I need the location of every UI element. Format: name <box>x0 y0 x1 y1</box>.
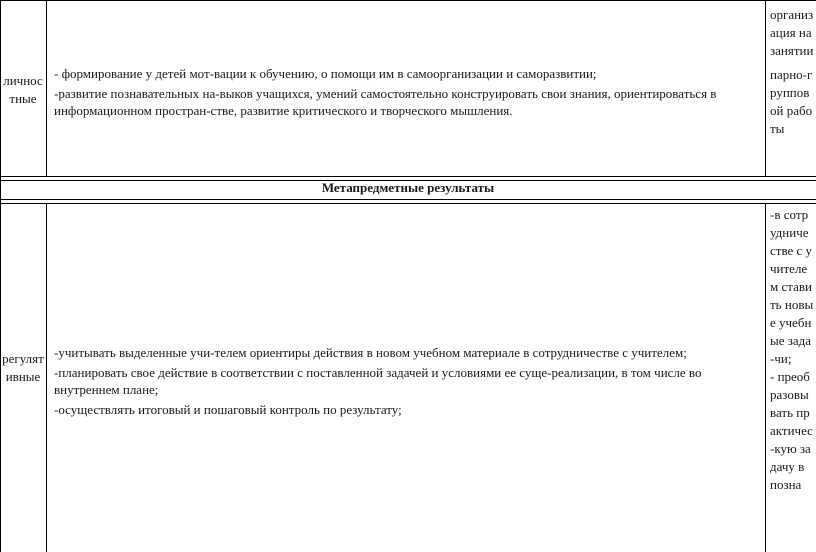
regulatory-result-item: -планировать свое действие в соответствии с поставленной задачей и условиями ее суще-реализации, в том числе во внутреннем плане; <box>54 364 702 397</box>
work-form-item: парно-групповой работы <box>770 67 813 136</box>
personal-results-text <box>54 65 744 122</box>
column-divider <box>765 0 766 176</box>
regulatory-work-forms <box>770 206 814 494</box>
column-divider <box>46 203 47 552</box>
regulatory-result-item: -осуществлять итоговый и пошаговый контроль по результату; <box>54 401 402 417</box>
regulatory-result-item: -учитывать выделенные учи-телем ориентиры действия в новом учебном материале в сотрудничестве с учителем; <box>54 345 687 360</box>
column-divider <box>765 203 766 552</box>
work-form-item: -в сотрудничестве с учителем ставить новые учебные зада-чи; <box>770 207 814 366</box>
row-divider <box>0 203 816 204</box>
category-regulatory: регулятивные <box>2 351 44 384</box>
personal-work-forms <box>770 6 814 138</box>
category-personal: личностные <box>3 73 43 106</box>
row-divider <box>0 199 816 200</box>
personal-result-item: - формирование у детей мот-вации к обучению, о помощи им в самоорганизации и саморазвитии; <box>54 66 597 81</box>
personal-result-item: -развитие познавательных на-выков учащихся, умений самостоятельно конструировать свои знания, ориентироваться в информационном простран-стве, развитие критического и творческого мышления. <box>54 85 717 118</box>
work-form-item: организация на занятии <box>770 7 814 58</box>
column-divider <box>46 0 47 176</box>
section-title-metasubject: Метапредметные результаты <box>321 180 495 195</box>
row-divider <box>0 176 816 177</box>
work-form-item: - преобразовывать практичес-кую задачу в позна <box>770 369 813 492</box>
regulatory-results-text <box>54 344 744 420</box>
table-top-border <box>0 0 816 1</box>
